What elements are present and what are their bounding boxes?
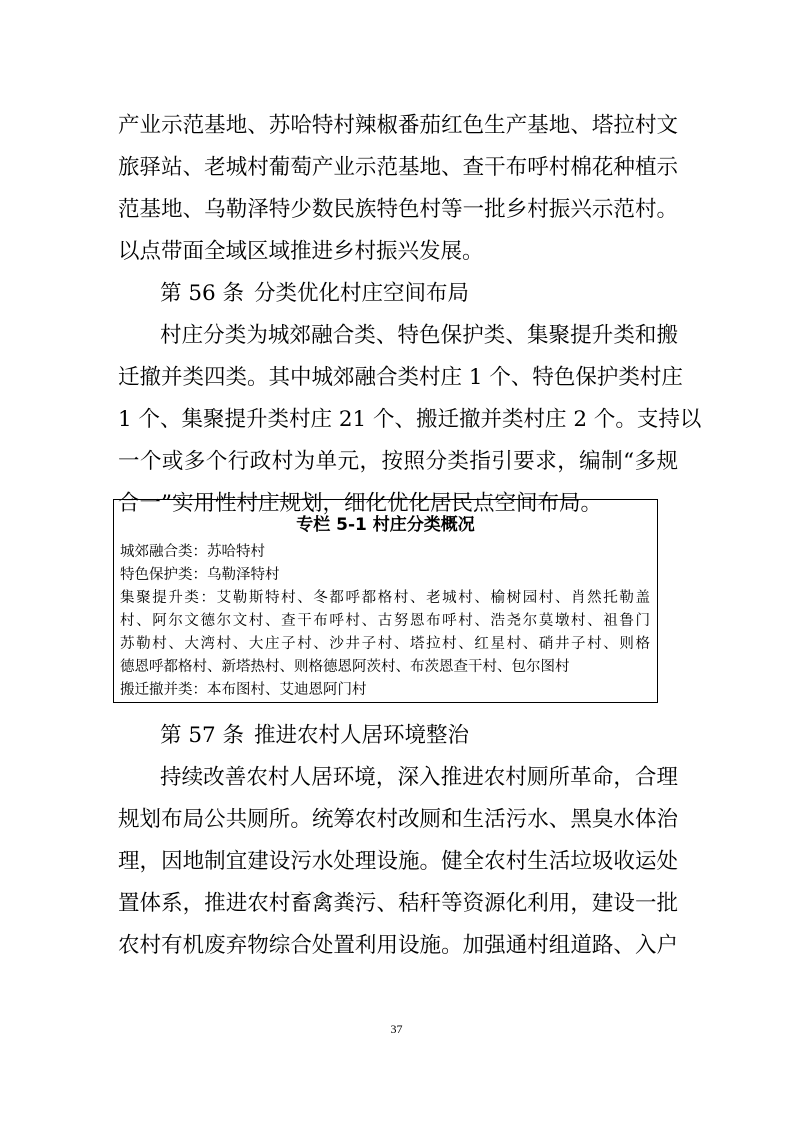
column-box	[113, 499, 658, 703]
article-56-line-3: 1 个、集聚提升类村庄 21 个、搬迁撤并类村庄 2 个。支持以	[118, 407, 702, 432]
article-56-title: 分类优化村庄空间布局	[254, 281, 470, 306]
article-57-heading	[160, 718, 469, 749]
intro-line-4: 以点带面全域区域推进乡村振兴发展。	[118, 239, 484, 264]
article-57-number: 第 57 条	[160, 723, 245, 748]
article-57-line-1: 持续改善农村人居环境，深入推进农村厕所革命，合理	[160, 765, 678, 790]
article-56-line-5: 合一”实用性村庄规划，细化优化居民点空间布局。	[118, 491, 602, 516]
column-box-line-6: 德恩呼都格村、新塔热村、则格德恩阿茨村、布茨恩查干村、包尔图村	[120, 659, 570, 675]
column-box-line-2: 特色保护类：乌勒泽特村	[120, 567, 280, 583]
article-56-line-4: 一个或多个行政村为单元，按照分类指引要求，编制“多规	[118, 449, 678, 474]
column-box-title: 专栏 5-1 村庄分类概况	[296, 515, 475, 535]
column-box-line-1: 城郊融合类：苏哈特村	[120, 544, 265, 560]
article-56-number: 第 56 条	[160, 281, 245, 306]
article-57-title: 推进农村人居环境整治	[254, 723, 470, 748]
page-number: 37	[390, 1022, 403, 1036]
column-box-line-5: 苏勒村、大湾村、大庄子村、沙井子村、塔拉村、红星村、硝井子村、则格	[120, 636, 650, 652]
column-box-line-7: 搬迁撤并类：本布图村、艾迪恩阿门村	[120, 682, 367, 698]
article-57-line-4: 置体系，推进农村畜禽粪污、秸秆等资源化利用，建设一批	[118, 891, 678, 916]
intro-line-2: 旅驿站、老城村葡萄产业示范基地、查干布呼村棉花种植示	[118, 155, 678, 180]
article-57-line-2: 规划布局公共厕所。统筹农村改厕和生活污水、黑臭水体治	[118, 807, 678, 832]
column-box-line-3: 集聚提升类：艾勒斯特村、冬都呼都格村、老城村、榆树园村、肖然托勒盖	[120, 590, 650, 606]
column-box-line-4: 村、阿尔文德尔文村、查干布呼村、古努恩布呼村、浩尧尔莫墩村、祖鲁门	[120, 613, 650, 629]
intro-line-3: 范基地、乌勒泽特少数民族特色村等一批乡村振兴示范村。	[118, 197, 678, 222]
article-56-line-2: 迁撤并类四类。其中城郊融合类村庄 1 个、特色保护类村庄	[118, 365, 683, 390]
article-57-line-5: 农村有机废弃物综合处置利用设施。加强通村组道路、入户	[118, 933, 678, 958]
article-56-heading	[160, 276, 469, 307]
article-56-line-1: 村庄分类为城郊融合类、特色保护类、集聚提升类和搬	[160, 323, 678, 348]
intro-line-1: 产业示范基地、苏哈特村辣椒番茄红色生产基地、塔拉村文	[118, 113, 678, 138]
article-57-line-3: 理，因地制宜建设污水处理设施。健全农村生活垃圾收运处	[118, 849, 678, 874]
